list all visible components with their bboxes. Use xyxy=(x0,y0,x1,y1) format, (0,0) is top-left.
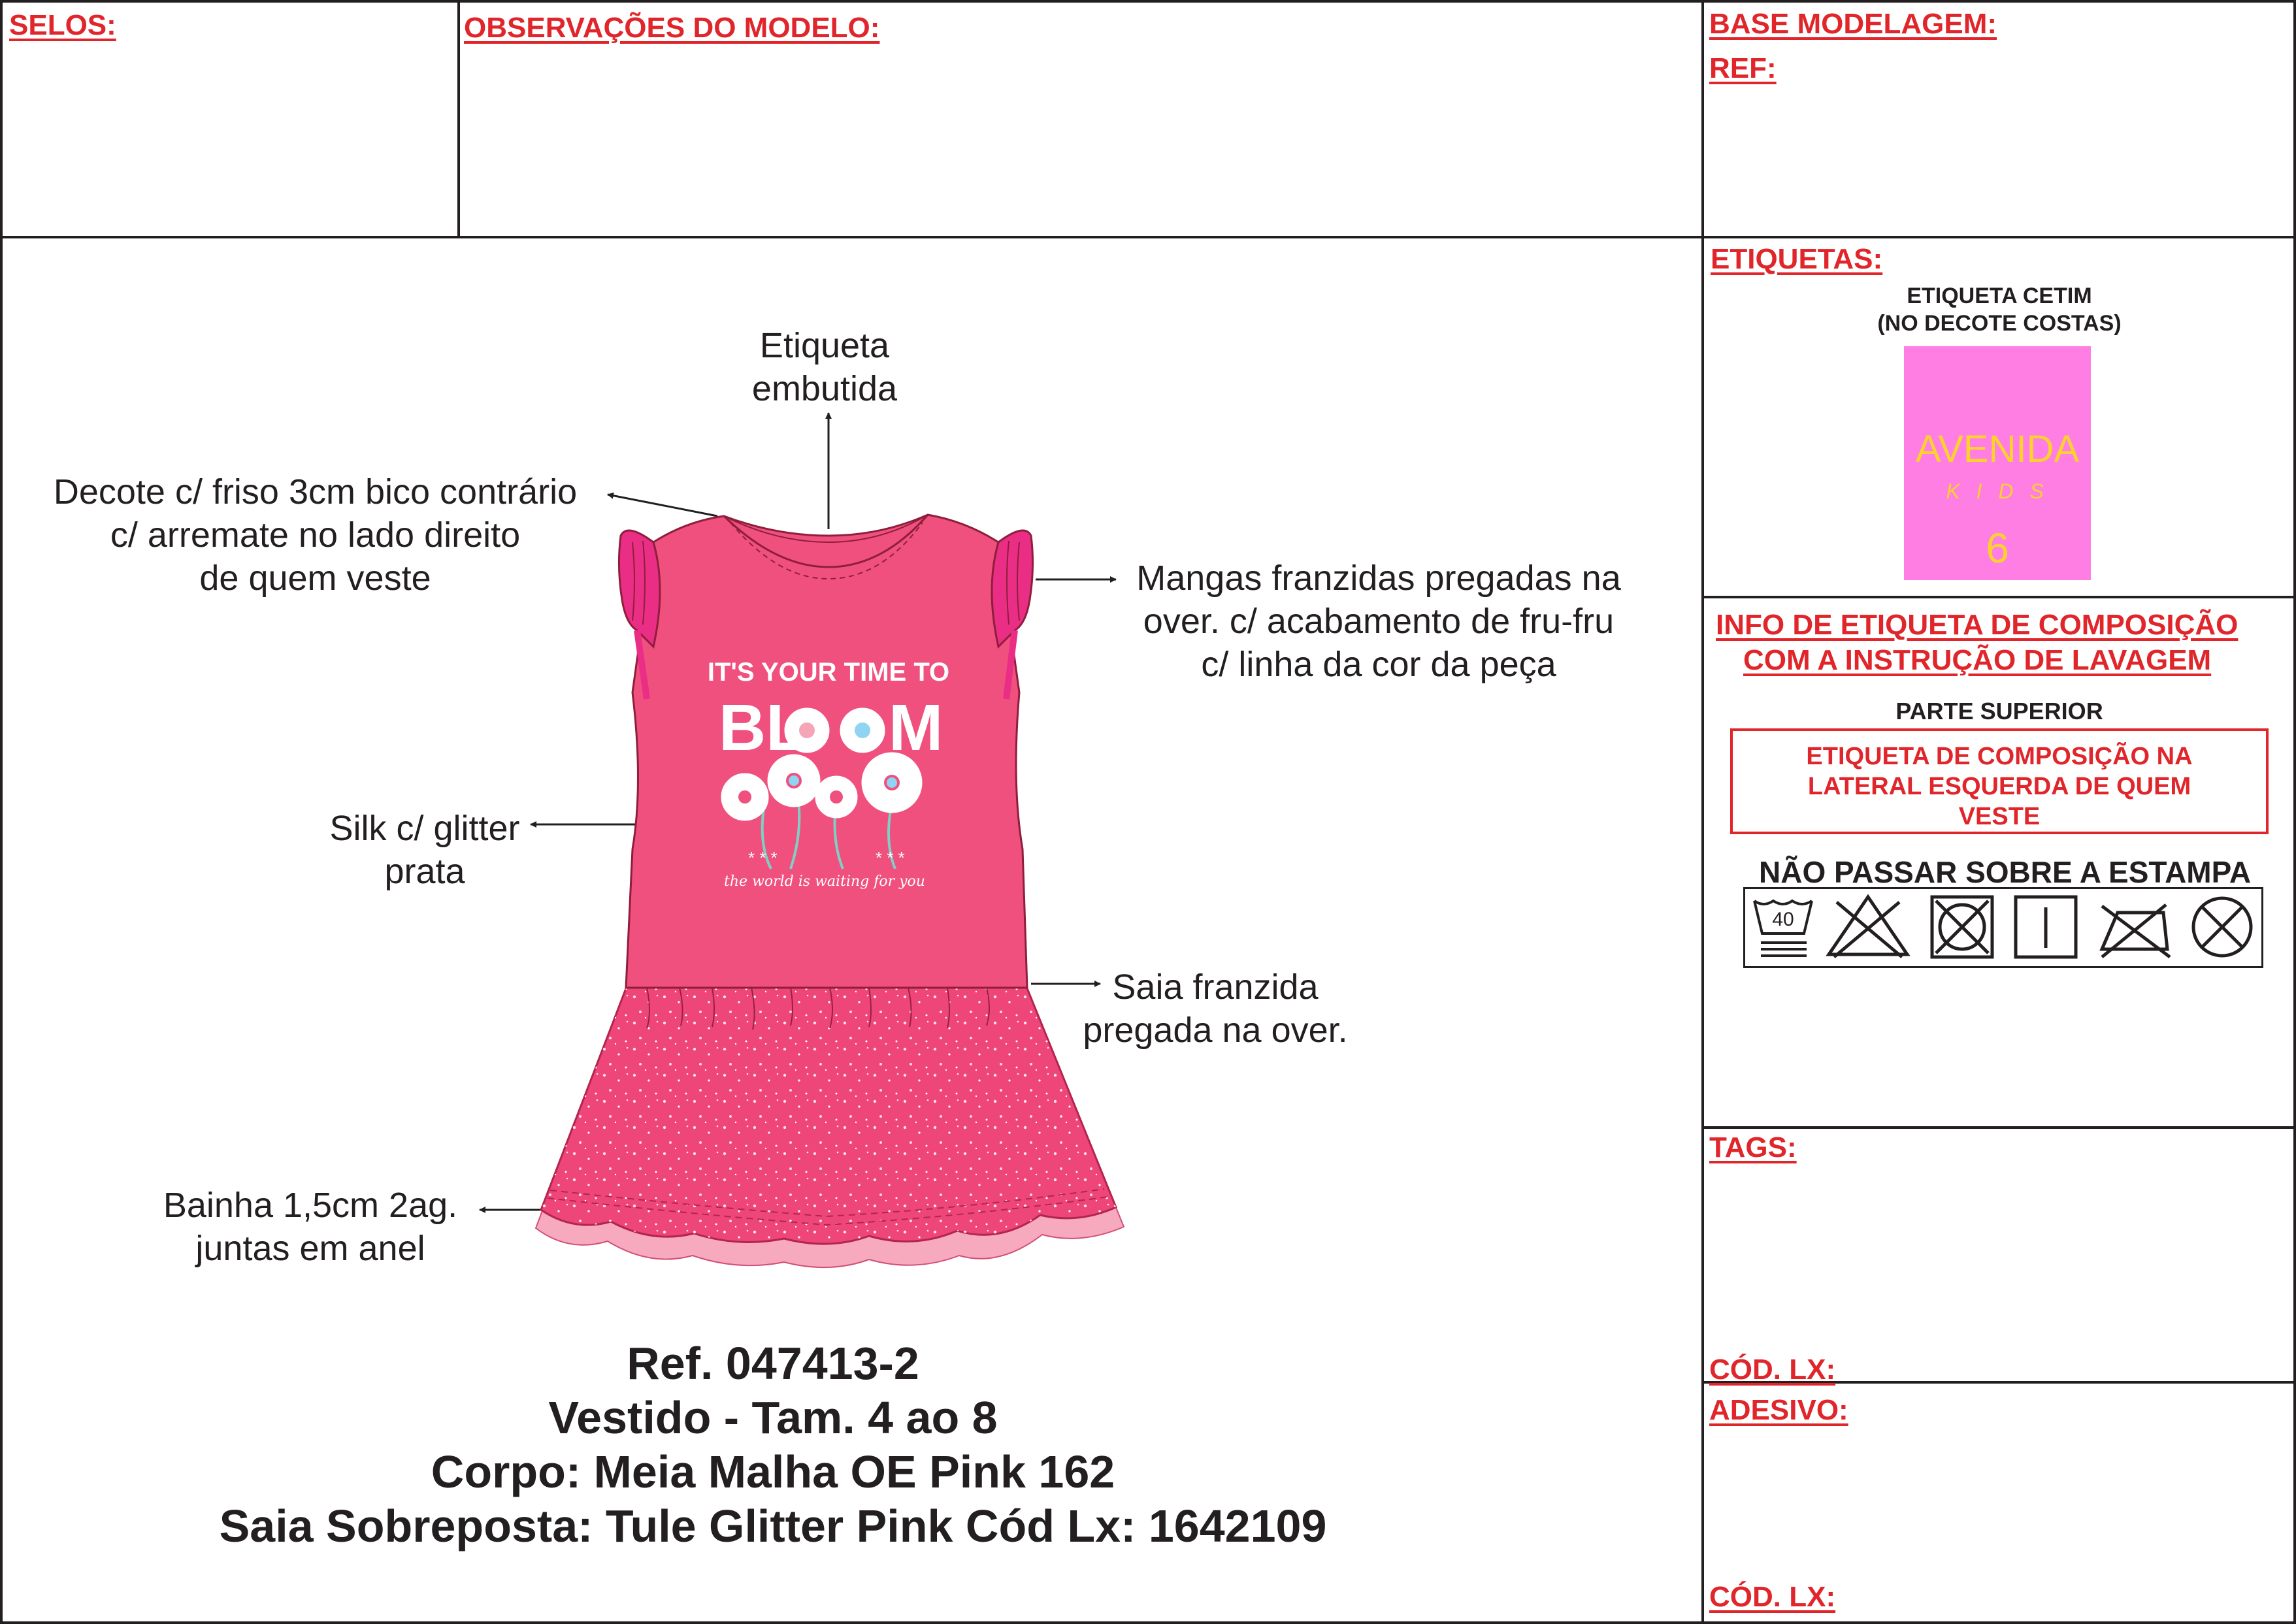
sleeve-left xyxy=(619,530,660,647)
line-dry-icon xyxy=(2016,897,2076,957)
info-title-2: COM A INSTRUÇÃO DE LAVAGEM xyxy=(1743,644,2212,676)
sleeve-right xyxy=(992,530,1033,647)
note-mangas-line: Mangas franzidas pregadas na xyxy=(1136,559,1621,598)
nao-passar-estampa: NÃO PASSAR SOBRE A ESTAMPA xyxy=(1759,855,2252,889)
brand-label-name: AVENIDA xyxy=(1915,428,2080,470)
note-decote-line: de quem veste xyxy=(199,559,431,598)
do-not-bleach-icon xyxy=(1829,897,1907,957)
no-decote-costas: (NO DECOTE COSTAS) xyxy=(1877,311,2122,336)
print-m: M xyxy=(889,691,943,764)
parte-superior: PARTE SUPERIOR xyxy=(1895,698,2103,724)
brand-label-sub: K I D S xyxy=(1946,479,2049,503)
note-bainha-line: juntas em anel xyxy=(195,1229,425,1268)
ref-line-3: Corpo: Meia Malha OE Pink 162 xyxy=(431,1446,1115,1497)
ref-line-1: Ref. 047413-2 xyxy=(627,1338,919,1389)
care-symbols xyxy=(1743,887,2263,968)
wash-temp: 40 xyxy=(1772,909,1794,930)
cod-lx-2: CÓD. LX: xyxy=(1709,1581,1836,1613)
note-etiqueta-line: embutida xyxy=(751,369,898,408)
composition-line: ETIQUETA DE COMPOSIÇÃO NA xyxy=(1806,743,2193,770)
iron-crossed-icon xyxy=(2102,905,2170,957)
sidebar-line-1 xyxy=(1701,236,2296,238)
do-not-dry-clean-icon xyxy=(2193,898,2251,956)
cod-lx-1: CÓD. LX: xyxy=(1709,1354,1836,1386)
svg-text:* * *: * * * xyxy=(876,848,905,868)
composition-line: VESTE xyxy=(1958,803,2041,830)
brand-label xyxy=(1904,346,2091,580)
selos-header: SELOS: xyxy=(9,9,116,41)
composition-box xyxy=(1730,728,2269,834)
composition-line: LATERAL ESQUERDA DE QUEM xyxy=(1807,773,2191,800)
note-decote-line: Decote c/ friso 3cm bico contrário xyxy=(53,472,578,512)
print-line-1: IT'S YOUR TIME TO xyxy=(707,658,950,687)
note-saia-line: pregada na over. xyxy=(1083,1011,1348,1050)
note-saia-line: Saia franzida xyxy=(1112,967,1319,1007)
tags-header: TAGS: xyxy=(1709,1131,1797,1163)
do-not-tumble-dry-icon xyxy=(1932,897,1992,957)
observacoes-header: OBSERVAÇÕES DO MODELO: xyxy=(464,12,880,44)
sidebar-line-2 xyxy=(1701,596,2296,598)
print-blo: BL xyxy=(719,691,806,764)
note-mangas-line: over. c/ acabamento de fru-fru xyxy=(1143,602,1615,641)
note-silk-line: prata xyxy=(384,852,465,891)
bodice xyxy=(626,515,1027,988)
print-tagline: the world is waiting for you xyxy=(724,873,925,890)
adesivo-header: ADESIVO: xyxy=(1709,1394,1848,1426)
note-etiqueta-line: Etiqueta xyxy=(759,326,890,365)
ref-header: REF: xyxy=(1709,52,1777,84)
info-title-1: INFO DE ETIQUETA DE COMPOSIÇÃO xyxy=(1716,609,2239,641)
etiqueta-cetim: ETIQUETA CETIM xyxy=(1907,284,2092,308)
note-mangas-line: c/ linha da cor da peça xyxy=(1201,645,1556,684)
svg-text:* * *: * * * xyxy=(748,848,778,868)
care-symbols-svg xyxy=(1745,889,2261,966)
ref-line-2: Vestido - Tam. 4 ao 8 xyxy=(548,1392,998,1443)
base-modelagem-header: BASE MODELAGEM: xyxy=(1709,8,1997,40)
note-bainha-line: Bainha 1,5cm 2ag. xyxy=(163,1186,458,1225)
brand-label-size: 6 xyxy=(1986,525,2009,572)
note-silk-line: Silk c/ glitter xyxy=(329,809,520,848)
etiquetas-header: ETIQUETAS: xyxy=(1711,243,1883,275)
note-decote-line: c/ arremate no lado direito xyxy=(110,515,521,555)
ref-line-4: Saia Sobreposta: Tule Glitter Pink Cód Lx: 1642109 xyxy=(219,1501,1327,1551)
sidebar-line-3 xyxy=(1701,1126,2296,1129)
